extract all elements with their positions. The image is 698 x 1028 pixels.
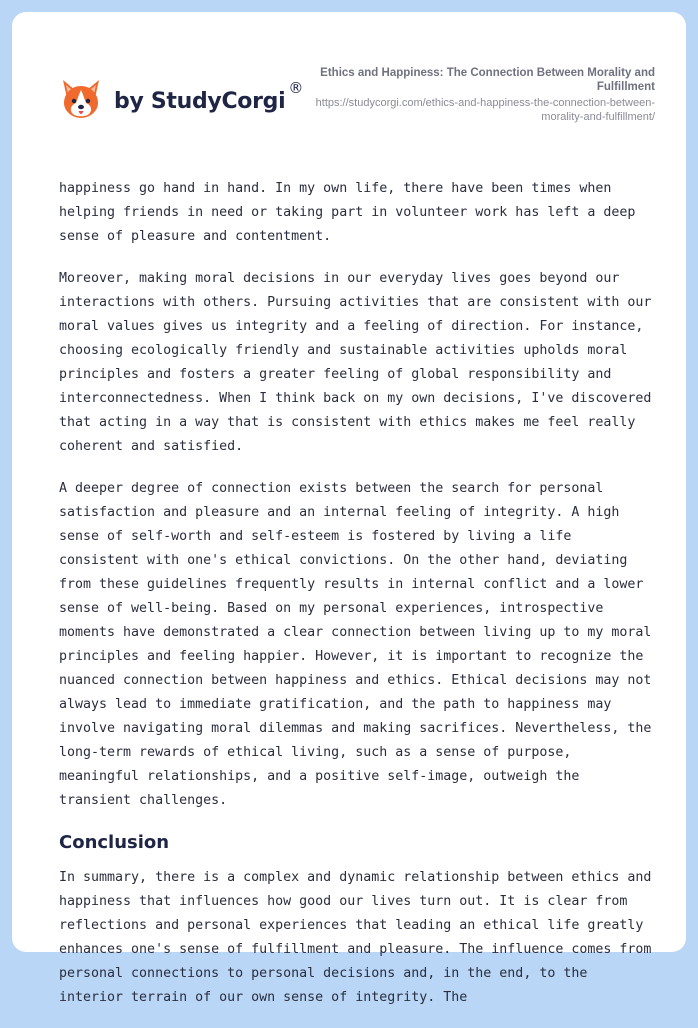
paragraph: happiness go hand in hand. In my own life, there have been times when helping friends in need or taking part in volunteer work has left a deep sense of pleasure and contentment.	[59, 181, 636, 244]
document-meta	[315, 66, 655, 124]
document-title: Ethics and Happiness: The Connection Between Morality and Fulfillment	[320, 67, 655, 93]
studycorgi-logo[interactable]	[60, 76, 303, 120]
document-page	[12, 12, 686, 1005]
document-body	[59, 177, 659, 1028]
document-url[interactable]: https://studycorgi.com/ethics-and-happiness-the-connection-between-morality-and-fulfillment/	[315, 97, 655, 123]
paragraph: In summary, there is a complex and dynamic relationship between ethics and happiness that influences how good our lives turn out. It is clear from reflections and personal experiences that leading an ethical life greatly enhances one's sense of fulfillment and pleasure. The influence comes from personal connections to personal decisions and, in the end, to the interior terrain of our own sense of integrity. The	[59, 870, 652, 1005]
paragraph: A deeper degree of connection exists between the search for personal satisfaction and pleasure and an internal feeling of integrity. A high sense of self-worth and self-esteem is fostered by living a life consistent with one's ethical convictions. On the other hand, deviating from these guidelines frequently results in internal conflict and a lower sense of well-being. Based on my personal experiences, introspective moments have demonstrated a clear connection between living up to my moral principles and feeling happier. However, it is important to recognize the nuanced connection between happiness and ethics. Ethical decisions may not always lead to immediate gratification, and the path to happiness may involve navigating moral dilemmas and making sacrifices. Nevertheless, the long-term rewards of ethical living, such as a sense of purpose, meaningful relationships, and a positive self-image, outweigh the transient challenges.	[59, 481, 652, 808]
registered-mark: ®	[288, 79, 304, 97]
brand-name: by StudyCorgi	[114, 88, 286, 114]
paragraph: Moreover, making moral decisions in our everyday lives goes beyond our interactions with others. Pursuing activities that are consistent with our moral values gives us integrity and a feeling of direction. For instance, choosing ecologically friendly and sustainable activities upholds moral principles and fosters a greater feeling of global responsibility and interconnectedness. When I think back on my own decisions, I've discovered that acting in a way that is consistent with ethics makes me feel really coherent and satisfied.	[59, 271, 652, 454]
conclusion-heading: Conclusion	[59, 832, 170, 853]
page-header	[12, 12, 686, 152]
corgi-logo-icon	[60, 76, 102, 120]
